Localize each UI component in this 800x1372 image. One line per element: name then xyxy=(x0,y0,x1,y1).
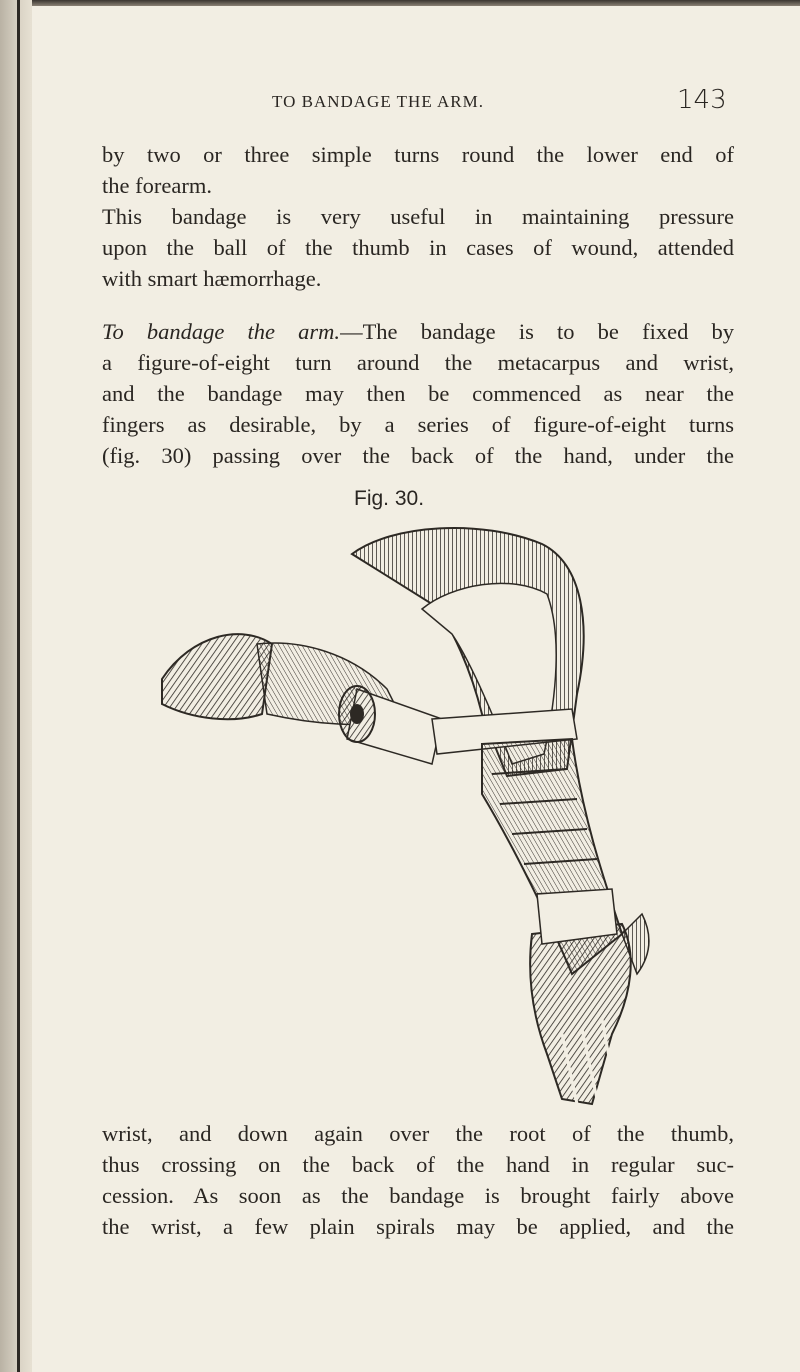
page-number: 143 xyxy=(677,85,727,115)
text-line: with smart hæmorrhage. xyxy=(102,266,322,291)
text-line: a figure-of-eight turn around the metacarpus and wrist, xyxy=(102,350,734,375)
text-line: (fig. 30) passing over the back of the hand, under the xyxy=(102,443,734,468)
text-line: the wrist, a few plain spirals may be applied, and the xyxy=(102,1214,734,1239)
running-head: TO BANDAGE THE ARM. xyxy=(272,92,484,111)
figure-caption: Fig. 30. xyxy=(354,487,425,510)
text-line: fingers as desirable, by a series of figure-of-eight turns xyxy=(102,412,734,437)
text-line: by two or three simple turns round the lower end of xyxy=(102,142,734,167)
book-page xyxy=(32,6,800,1372)
paragraph-block-top xyxy=(102,139,734,294)
text-line: the forearm. xyxy=(102,173,212,198)
figure-30-bandaged-arm-illustration xyxy=(152,514,672,1114)
text-line: This bandage is very useful in maintaining pressure xyxy=(102,204,734,229)
text-line: and the bandage may then be commenced as near the xyxy=(102,381,734,406)
bandaged-arm-engraving xyxy=(152,514,672,1114)
text-line: thus crossing on the back of the hand in regular suc- xyxy=(102,1152,734,1177)
text-line-continuation: —The bandage is to be fixed by xyxy=(340,319,734,344)
book-binding xyxy=(0,0,32,1372)
text-line: upon the ball of the thumb in cases of wound, attended xyxy=(102,235,734,260)
paragraph-block-bottom xyxy=(102,1118,734,1242)
text-line: wrist, and down again over the root of the thumb, xyxy=(102,1121,734,1146)
text-line: cession. As soon as the bandage is brought fairly above xyxy=(102,1183,734,1208)
binding-shadow-line xyxy=(17,0,20,1372)
text-line xyxy=(102,316,734,347)
paragraph-to-bandage-arm xyxy=(102,316,734,471)
section-heading: To bandage the arm. xyxy=(102,319,341,344)
